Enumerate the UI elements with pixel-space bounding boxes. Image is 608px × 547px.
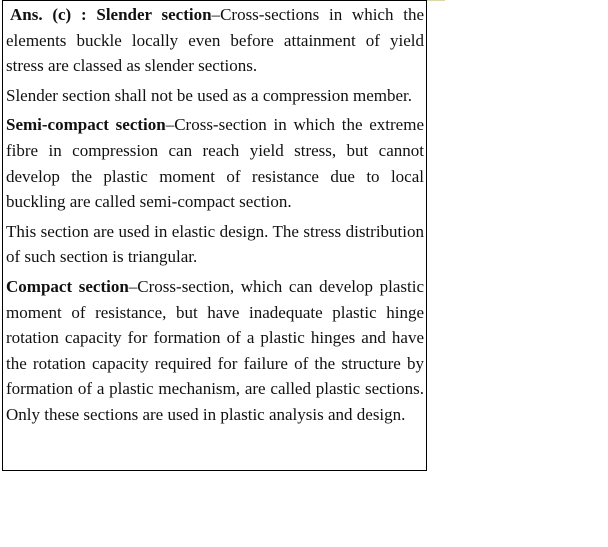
note-semi-compact-section: This section are used in elastic design. The stress distribution of such section is triangular. — [6, 221, 424, 267]
answer-box — [2, 0, 427, 471]
answer-label: Ans. (c) : — [10, 5, 87, 24]
definition-semi-compact-section: –Cross-section in which the extreme fibre in compression can reach yield stress, but cannot develop the plastic moment of resistance due to local buckling are called semi-compact section. — [6, 115, 424, 212]
definition-compact-section: –Cross-section, which can develop plastic moment of resistance, but have inadequate plastic hinge rotation capacity for formation of a plastic hinges and have the rotation capacity required for failure of the structure by formation of a plastic mechanism, are called plastic sections. Only these sections are used in plastic analysis and design. — [6, 276, 424, 424]
term-compact-section: Compact section — [6, 276, 129, 296]
term-semi-compact-section: Semi-compact section — [6, 115, 166, 135]
note-slender-section: Slender section shall not be used as a compression member. — [6, 85, 413, 105]
top-accent-line — [426, 0, 445, 1]
answer-paragraph-compact — [6, 274, 424, 428]
answer-paragraph-slender-note — [6, 83, 424, 109]
term-slender-section: Slender section — [96, 5, 212, 24]
answer-paragraph-semi-compact-note — [6, 219, 424, 270]
answer-paragraph-slender — [6, 2, 424, 79]
definition-slender-section: –Cross-sections in which the elements buckle locally even before attainment of yield stress are classed as slender sections. — [6, 5, 424, 76]
answer-paragraph-semi-compact — [6, 112, 424, 214]
